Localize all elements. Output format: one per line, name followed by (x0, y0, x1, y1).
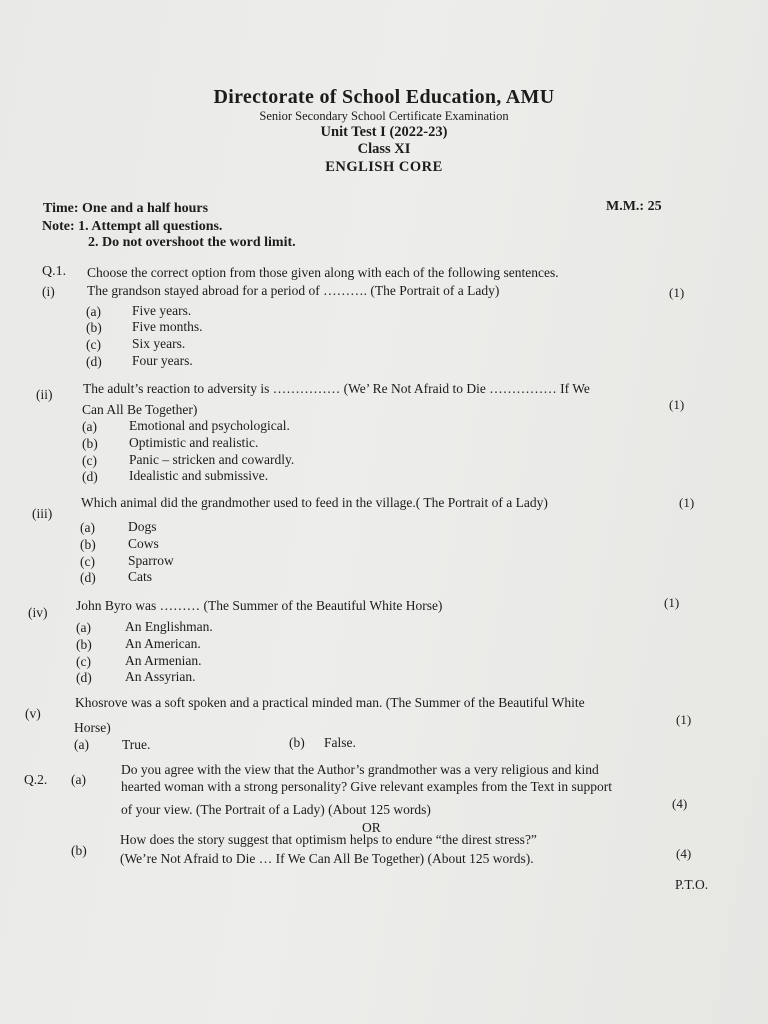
q1-ii-opt-b-label: (b) (82, 436, 98, 451)
q1-iv-opt-b-label: (b) (76, 637, 92, 652)
q1-iv-opt-c-label: (c) (76, 654, 91, 669)
q1-instruction: Choose the correct option from those given along with each of the following sentences. (87, 265, 559, 280)
q1-iii-opt-c-label: (c) (80, 554, 95, 569)
q1-ii-roman: (ii) (36, 387, 53, 402)
q1-i-opt-b: Five months. (132, 319, 203, 334)
q1-ii-opt-a: Emotional and psychological. (129, 418, 290, 433)
subject-name: ENGLISH CORE (325, 159, 443, 175)
paper-title: Directorate of School Education, AMU (213, 86, 555, 108)
q2-a-label: (a) (71, 772, 86, 787)
note-1: Note: 1. Attempt all questions. (42, 219, 223, 234)
q2-b-line-1: How does the story suggest that optimism helps to endure “the direst stress?” (120, 832, 537, 847)
q1-iv-opt-d-label: (d) (76, 670, 92, 685)
paper-subtitle: Senior Secondary School Certificate Examination (259, 109, 509, 123)
max-marks: M.M.: 25 (606, 199, 662, 214)
q1-iii-opt-d-label: (d) (80, 570, 96, 585)
q1-v-marks: (1) (676, 712, 692, 727)
q2-a-line-3: of your view. (The Portrait of a Lady) (About 125 words) (121, 802, 431, 817)
q1-v-text-1: Khosrove was a soft spoken and a practical minded man. (The Summer of the Beautiful White (75, 695, 585, 710)
q1-iii-marks: (1) (679, 495, 695, 510)
q1-i-roman: (i) (42, 284, 55, 299)
q1-i-opt-d: Four years. (132, 353, 193, 368)
class-name: Class XI (357, 141, 411, 157)
q1-iii-roman: (iii) (32, 506, 53, 521)
q1-ii-opt-a-label: (a) (82, 419, 97, 434)
q1-ii-opt-c-label: (c) (82, 453, 97, 468)
q1-iv-roman: (iv) (28, 605, 48, 620)
q2-a-marks: (4) (672, 796, 688, 811)
q1-iii-opt-a: Dogs (128, 519, 157, 534)
test-name: Unit Test I (2022-23) (320, 124, 448, 140)
q1-iii-opt-b: Cows (128, 536, 159, 551)
q2-a-line-1: Do you agree with the view that the Author’s grandmother was a very religious and kind (121, 762, 599, 777)
q1-ii-text-2: Can All Be Together) (82, 402, 198, 417)
q1-ii-opt-d-label: (d) (82, 469, 98, 484)
note-2: 2. Do not overshoot the word limit. (88, 235, 296, 250)
q2-b-marks: (4) (676, 846, 692, 861)
q1-ii-opt-d: Idealistic and submissive. (129, 468, 269, 483)
q2-number: Q.2. (24, 772, 48, 787)
q1-iv-opt-d: An Assyrian. (125, 669, 196, 684)
q1-i-marks: (1) (669, 285, 685, 300)
q1-v-opt-b: False. (324, 735, 356, 750)
q2-b-label: (b) (71, 843, 87, 858)
q1-v-opt-b-label: (b) (289, 735, 305, 750)
q1-iv-opt-b: An American. (125, 636, 201, 651)
q1-v-roman: (v) (25, 706, 41, 721)
q1-number: Q.1. (42, 264, 67, 279)
q1-i-opt-d-label: (d) (86, 354, 102, 369)
q1-ii-marks: (1) (669, 397, 685, 412)
q1-ii-opt-c: Panic – stricken and cowardly. (129, 452, 295, 467)
q1-iv-opt-c: An Armenian. (125, 653, 202, 668)
please-turn-over: P.T.O. (675, 877, 709, 892)
q1-i-opt-c: Six years. (132, 336, 186, 351)
q1-iv-text: John Byro was ……… (The Summer of the Beautiful White Horse) (76, 598, 443, 613)
q1-i-text: The grandson stayed abroad for a period of ………. (The Portrait of a Lady) (87, 283, 500, 298)
q1-iii-opt-c: Sparrow (128, 553, 174, 568)
q1-i-opt-c-label: (c) (86, 337, 101, 352)
q1-iv-opt-a-label: (a) (76, 620, 91, 635)
q1-i-opt-a-label: (a) (86, 304, 101, 319)
time-allowed: Time: One and a half hours (43, 201, 209, 216)
q1-ii-text-1: The adult’s reaction to adversity is …………… (We’ Re Not Afraid to Die …………… If We (83, 381, 590, 396)
q1-v-opt-a: True. (122, 737, 151, 752)
q2-or: OR (362, 820, 381, 835)
q2-a-line-2: hearted woman with a strong personality? Give relevant examples from the Text in support (121, 779, 613, 794)
q1-i-opt-a: Five years. (132, 303, 192, 318)
q1-iii-opt-b-label: (b) (80, 537, 96, 552)
q1-iv-marks: (1) (664, 595, 680, 610)
q1-iii-text: Which animal did the grandmother used to feed in the village.( The Portrait of a Lady) (81, 495, 548, 510)
q1-iv-opt-a: An Englishman. (125, 619, 213, 634)
q1-ii-opt-b: Optimistic and realistic. (129, 435, 259, 450)
q1-iii-opt-a-label: (a) (80, 520, 95, 535)
q1-iii-opt-d: Cats (128, 569, 153, 584)
q1-v-opt-a-label: (a) (74, 737, 89, 752)
q1-v-text-2: Horse) (74, 720, 111, 735)
q2-b-line-2: (We’re Not Afraid to Die … If We Can All Be Together) (About 125 words). (120, 851, 534, 866)
q1-i-opt-b-label: (b) (86, 320, 102, 335)
